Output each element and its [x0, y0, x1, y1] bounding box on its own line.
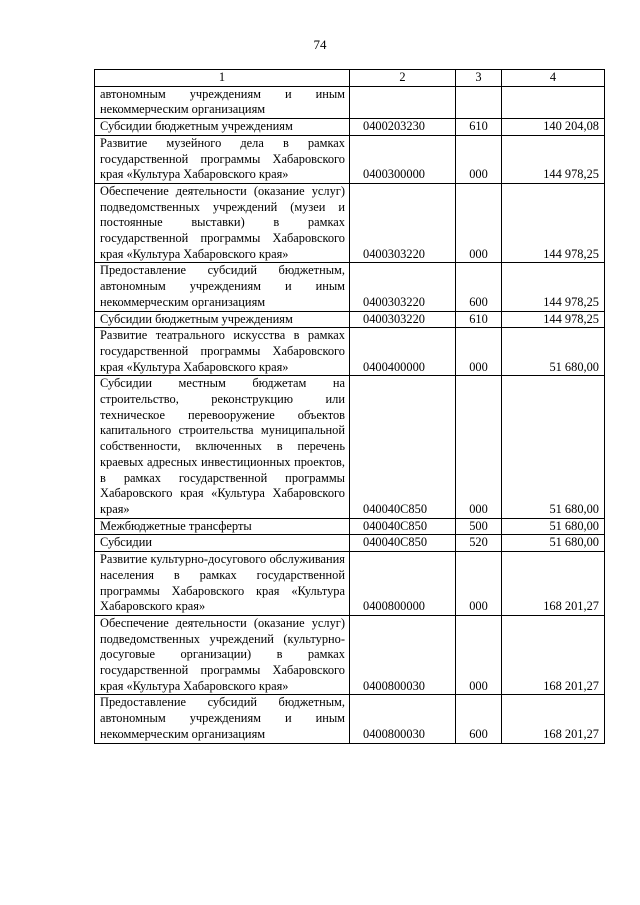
row-name: Субсидии бюджетным учреждениям [95, 119, 350, 136]
header-col-2: 2 [350, 70, 456, 87]
row-sum: 144 978,25 [502, 135, 605, 183]
row-type: 610 [456, 311, 502, 328]
row-type: 610 [456, 119, 502, 136]
row-code: 0400303220 [350, 311, 456, 328]
row-sum: 144 978,25 [502, 311, 605, 328]
row-name: Субсидии бюджетным учреждениям [95, 311, 350, 328]
row-type: 000 [456, 615, 502, 695]
row-name: Субсидии [95, 535, 350, 552]
row-name: Развитие музейного дела в рамках государственной программы Хабаровского края «Культура Хабаровского края» [95, 135, 350, 183]
table-row [95, 518, 605, 535]
row-sum: 51 680,00 [502, 535, 605, 552]
row-name: Межбюджетные трансферты [95, 518, 350, 535]
table-row [95, 376, 605, 518]
row-type: 520 [456, 535, 502, 552]
row-type: 000 [456, 328, 502, 376]
row-code: 0400303220 [350, 263, 456, 311]
table-row [95, 183, 605, 263]
row-sum: 51 680,00 [502, 518, 605, 535]
table-row [95, 135, 605, 183]
table-row [95, 552, 605, 616]
row-name: Предоставление субсидий бюджетным, автономным учреждениям и иным некоммерческим организациям [95, 263, 350, 311]
row-code: 0400800030 [350, 695, 456, 743]
row-name: Развитие театрального искусства в рамках государственной программы Хабаровского края «Культура Хабаровского края» [95, 328, 350, 376]
table-header-row [95, 70, 605, 87]
row-sum [502, 86, 605, 118]
table-row [95, 311, 605, 328]
table-row [95, 86, 605, 118]
row-sum: 144 978,25 [502, 183, 605, 263]
row-sum: 140 204,08 [502, 119, 605, 136]
row-sum: 168 201,27 [502, 615, 605, 695]
row-code: 0400800000 [350, 552, 456, 616]
row-name: Предоставление субсидий бюджетным, автономным учреждениям и иным некоммерческим организациям [95, 695, 350, 743]
budget-table [94, 69, 605, 744]
table-row [95, 119, 605, 136]
row-type [456, 86, 502, 118]
page-number: 74 [313, 37, 327, 52]
row-name: Обеспечение деятельности (оказание услуг) подведомственных учреждений (музеи и постоянные выставки) в рамках государственной программы Хабаровского края «Культура Хабаровского края» [95, 183, 350, 263]
header-col-1: 1 [95, 70, 350, 87]
row-sum: 168 201,27 [502, 552, 605, 616]
header-col-3: 3 [456, 70, 502, 87]
row-type: 600 [456, 695, 502, 743]
row-type: 500 [456, 518, 502, 535]
table-row [95, 535, 605, 552]
table-row [95, 328, 605, 376]
row-code: 0400800030 [350, 615, 456, 695]
row-code: 040040С850 [350, 535, 456, 552]
row-name: Обеспечение деятельности (оказание услуг) подведомственных учреждений (культурно-досуговые организации) в рамках государственной программы Хабаровского края «Культура Хабаровского края» [95, 615, 350, 695]
row-code: 0400300000 [350, 135, 456, 183]
row-code [350, 86, 456, 118]
row-type: 000 [456, 183, 502, 263]
row-type: 000 [456, 552, 502, 616]
table-row [95, 263, 605, 311]
row-code: 0400303220 [350, 183, 456, 263]
row-code: 0400203230 [350, 119, 456, 136]
row-sum: 144 978,25 [502, 263, 605, 311]
table-row [95, 695, 605, 743]
row-code: 0400400000 [350, 328, 456, 376]
row-name: Субсидии местным бюджетам на строительство, реконструкцию или техническое перевооружение объектов капитального строительства муниципальной собственности, включенных в перечень краевых адресных инвестиционных проектов, в рамках государственной программы Хабаровского края «Культура Хабаровского края» [95, 376, 350, 518]
row-type: 000 [456, 135, 502, 183]
row-sum: 51 680,00 [502, 376, 605, 518]
row-type: 600 [456, 263, 502, 311]
row-type: 000 [456, 376, 502, 518]
header-col-4: 4 [502, 70, 605, 87]
row-sum: 51 680,00 [502, 328, 605, 376]
table-row [95, 615, 605, 695]
row-code: 040040С850 [350, 518, 456, 535]
row-code: 040040С850 [350, 376, 456, 518]
row-name: автономным учреждениям и иным некоммерческим организациям [95, 86, 350, 118]
row-sum: 168 201,27 [502, 695, 605, 743]
row-name: Развитие культурно-досугового обслуживания населения в рамках государственной программы Хабаровского края «Культура Хабаровского края» [95, 552, 350, 616]
